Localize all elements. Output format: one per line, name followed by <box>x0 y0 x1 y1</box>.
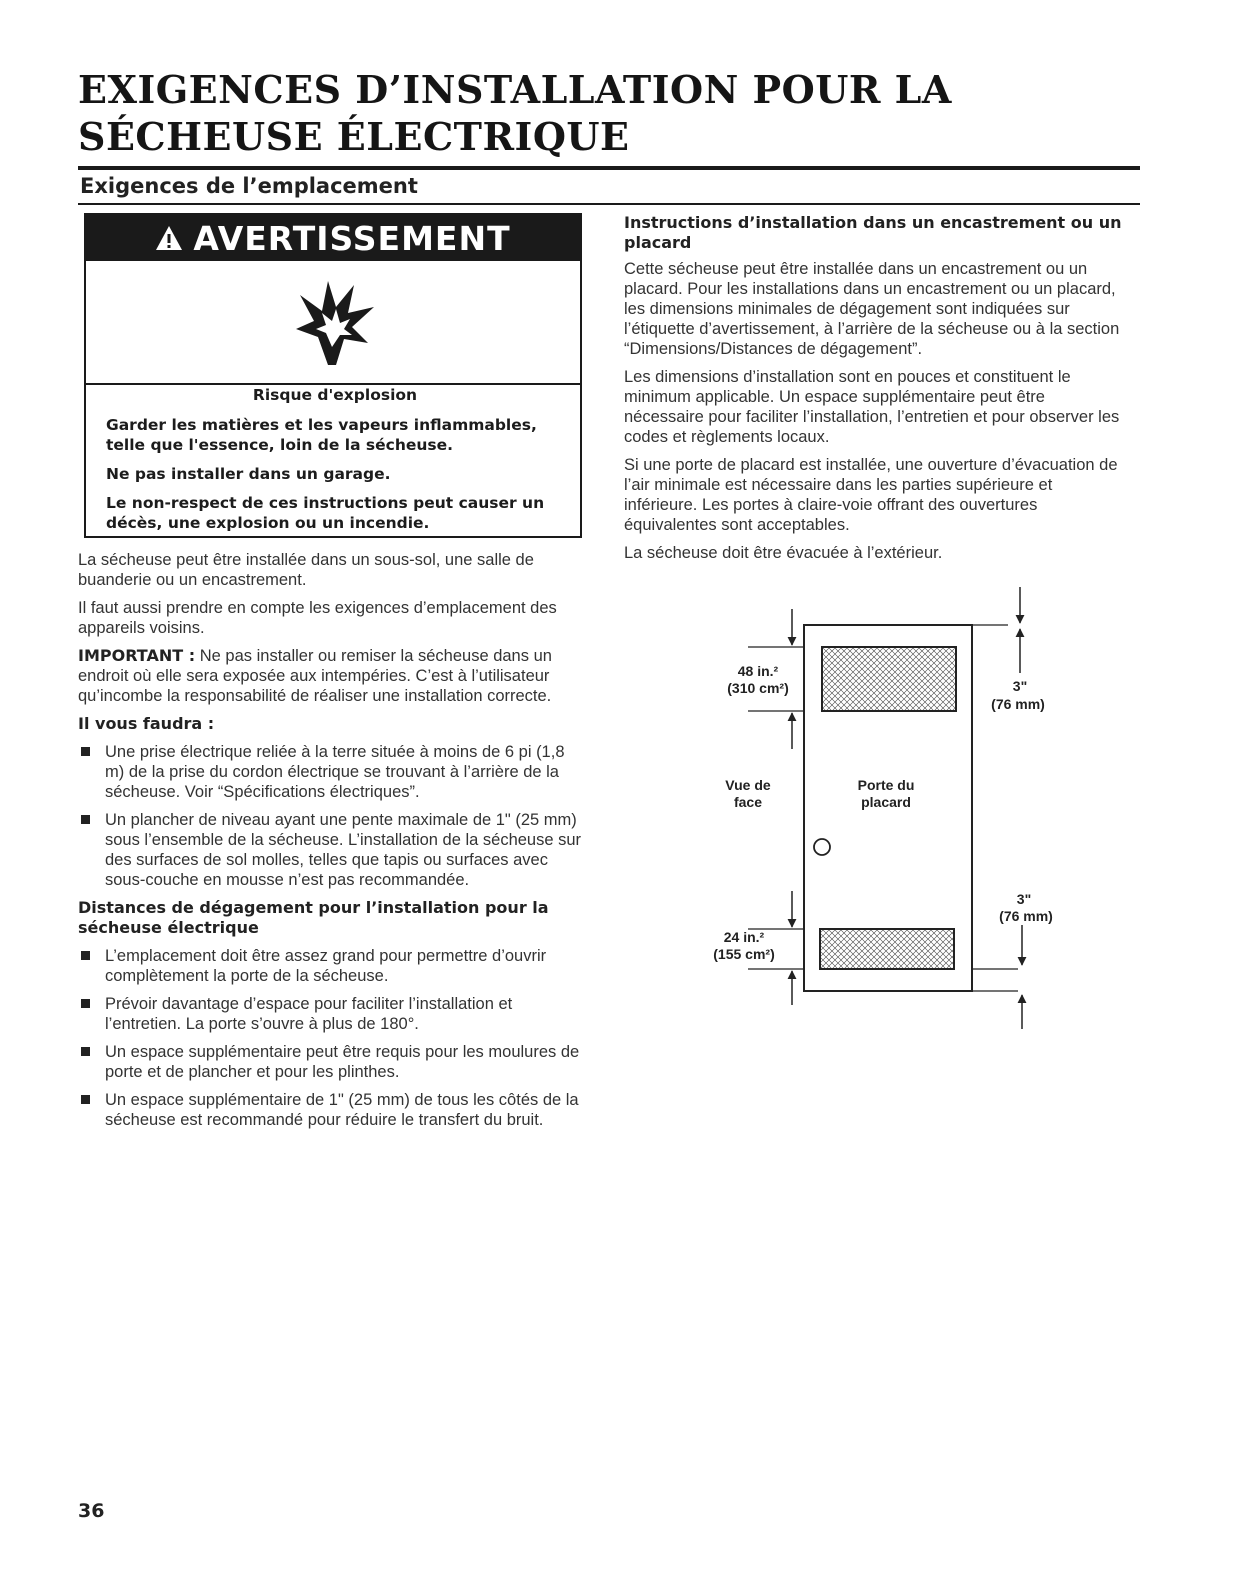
page-title: EXIGENCES D’INSTALLATION POUR LA SÉCHEUSE ÉLECTRIQUE <box>78 67 952 159</box>
door-label: placard <box>861 794 911 810</box>
explosion-area <box>86 261 580 385</box>
door-label: Porte du <box>857 777 915 793</box>
clearance-list <box>78 946 583 1130</box>
closet-heading: Instructions d’installation dans un encastrement ou un placard <box>624 213 1122 252</box>
top-clearance-metric: (76 mm) <box>991 696 1045 712</box>
paragraph: La sécheuse doit être évacuée à l’extérieur. <box>624 544 943 562</box>
list-item: Un espace supplémentaire peut être requis pour les moulures de porte et de plancher et pour les plinthes. <box>78 1042 583 1082</box>
left-column <box>78 550 583 1138</box>
warning-line: Ne pas installer dans un garage. <box>106 465 391 483</box>
section-divider <box>78 203 1140 205</box>
view-label: Vue de <box>725 777 771 793</box>
needs-heading: Il vous faudra : <box>78 714 215 733</box>
warning-header <box>86 215 580 261</box>
clearance-heading: Distances de dégagement pour l’installation pour la sécheuse électrique <box>78 898 549 937</box>
top-vent <box>822 647 956 711</box>
top-vent-size: 48 in.² <box>737 663 779 679</box>
list-item: Un plancher de niveau ayant une pente maximale de 1" (25 mm) sous l’ensemble de la sécheuse. L’installation de la sécheuse sur des surfaces de sol molles, telles que tapis ou surfaces avec sous-couche en mousse n’est pas recommandée. <box>78 810 583 890</box>
needs-list <box>78 742 583 890</box>
warning-triangle-icon <box>155 225 183 251</box>
closet-door-diagram <box>700 585 1060 1030</box>
warning-box <box>84 213 582 538</box>
warning-header-label: AVERTISSEMENT <box>193 218 511 258</box>
top-clearance: 3" <box>1012 678 1028 694</box>
list-item: Une prise électrique reliée à la terre située à moins de 6 pi (1,8 m) de la prise du cordon électrique se trouvant à l’arrière de la sécheuse. Voir “Spécifications électriques”. <box>78 742 583 802</box>
view-label: face <box>733 794 763 810</box>
bottom-clearance-metric: (76 mm) <box>999 908 1053 924</box>
bottom-vent-size-metric: (155 cm²) <box>713 946 775 962</box>
hazard-title: Risque d'explosion <box>252 386 418 404</box>
right-column <box>624 213 1124 571</box>
bottom-vent-size: 24 in.² <box>723 929 765 945</box>
important-label: IMPORTANT : <box>78 646 196 665</box>
warning-line: Garder les matières et les vapeurs inflammables, telle que l'essence, loin de la sécheuse. <box>106 416 537 454</box>
paragraph: Cette sécheuse peut être installée dans un encastrement ou un placard. Pour les installations dans un encastrement ou un placard, les dimensions minimales de dégagement sont indiquées sur l’étiquette d’avertissement, à l’arrière de la sécheuse ou à la section “Dimensions/Distances de dégagement”. <box>624 260 1120 358</box>
paragraph: La sécheuse peut être installée dans un sous-sol, une salle de buanderie ou un encastrement. <box>78 551 534 589</box>
bottom-clearance: 3" <box>1016 891 1032 907</box>
top-vent-size-metric: (310 cm²) <box>727 680 789 696</box>
section-heading: Exigences de l’emplacement <box>80 174 418 198</box>
list-item: L’emplacement doit être assez grand pour permettre d’ouvrir complètement la porte de la sécheuse. <box>78 946 583 986</box>
important-paragraph <box>78 646 583 706</box>
paragraph: Les dimensions d’installation sont en pouces et constituent le minimum applicable. Un espace supplémentaire peut être nécessaire pour faciliter l’installation, l’entretien et pour observer les codes et règlements locaux. <box>624 368 1120 446</box>
important-text: Ne pas installer ou remiser la sécheuse dans un endroit où elle sera exposée aux intempéries. C’est à l’utilisateur qu’incombe la responsabilité de réaliser une installation correcte. <box>78 647 552 705</box>
warning-text <box>106 385 564 542</box>
paragraph: Si une porte de placard est installée, une ouverture d’évacuation de l’air minimale est nécessaire dans les parties supérieure et inférieure. Les portes à claire-voie offrant des ouvertures équivalentes sont acceptables. <box>624 456 1118 534</box>
door-knob <box>814 839 830 855</box>
warning-line: Le non-respect de ces instructions peut causer un décès, une explosion ou un incendie. <box>106 494 545 532</box>
title-divider <box>78 166 1140 170</box>
paragraph: Il faut aussi prendre en compte les exigences d’emplacement des appareils voisins. <box>78 599 557 637</box>
page-number: 36 <box>78 1500 105 1522</box>
bottom-vent <box>820 929 954 969</box>
list-item: Un espace supplémentaire de 1" (25 mm) de tous les côtés de la sécheuse est recommandé pour réduire le transfert du bruit. <box>78 1090 583 1130</box>
explosion-icon <box>288 277 378 367</box>
list-item: Prévoir davantage d’espace pour faciliter l’installation et l’entretien. La porte s’ouvre à plus de 180°. <box>78 994 583 1034</box>
